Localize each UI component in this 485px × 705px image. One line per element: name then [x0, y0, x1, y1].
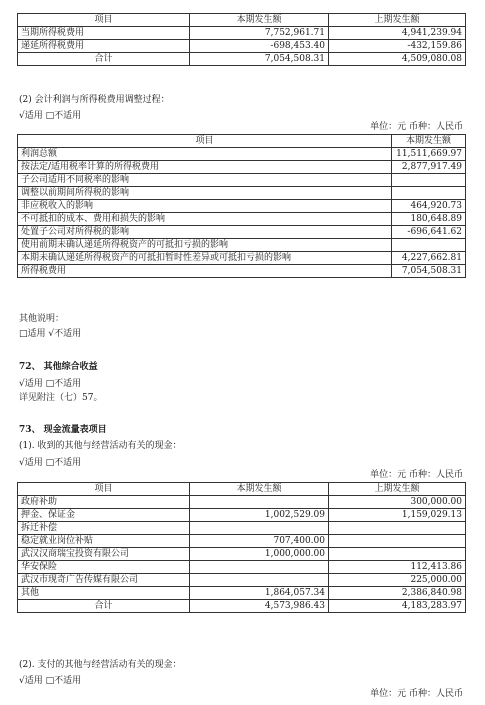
table-row [18, 53, 466, 66]
income-tax-expense-table [17, 13, 466, 66]
table-cell [329, 522, 466, 535]
table-cell [392, 239, 466, 252]
table-cell: 不可抵扣的成本、费用和损失的影响 [18, 213, 392, 226]
applicable-checkbox-line: □适用 √不适用 [19, 329, 82, 339]
table-cell: 其他 [18, 587, 190, 600]
table-cell: 押金、保证金 [18, 509, 190, 522]
table-cell: 7,054,508.31 [190, 53, 329, 66]
table-row [18, 40, 466, 53]
table-row [18, 509, 466, 522]
table-row [18, 252, 466, 265]
table-cell: 递延所得税费用 [18, 40, 190, 53]
table-row [18, 535, 466, 548]
applicable-checkbox-line: √适用 □不适用 [19, 379, 82, 389]
table-row [18, 187, 466, 200]
table-row [18, 226, 466, 239]
table-cell [190, 561, 329, 574]
table-cell: 112,413.86 [329, 561, 466, 574]
table-header: 上期发生额 [329, 483, 466, 496]
table-cell: 2,386,840.98 [329, 587, 466, 600]
subsection-heading: (2). 支付的其他与经营活动有关的现金： [19, 660, 182, 670]
table-cell: 子公司适用不同税率的影响 [18, 174, 392, 187]
table-row [18, 587, 466, 600]
table-cell: 所得税费用 [18, 265, 392, 278]
table-header: 项目 [18, 14, 190, 27]
table-cell: 本期未确认递延所得税资产的可抵扣暂时性差异或可抵扣亏损的影响 [18, 252, 392, 265]
table-cell: 1,002,529.09 [190, 509, 329, 522]
table-cell: 使用前期未确认递延所得税资产的可抵扣亏损的影响 [18, 239, 392, 252]
table-row [18, 600, 466, 613]
table-row [18, 174, 466, 187]
other-notes-label: 其他说明： [19, 314, 65, 324]
table-cell: 处置子公司对所得税的影响 [18, 226, 392, 239]
table-cell: 非应税收入的影响 [18, 200, 392, 213]
unit-label: 单位：元 币种：人民币 [370, 470, 463, 480]
table-cell [190, 574, 329, 587]
table-cell: 政府补助 [18, 496, 190, 509]
table-row [18, 200, 466, 213]
table-cell: 7,752,961.71 [190, 27, 329, 40]
applicable-checkbox-line: √适用 □不适用 [19, 458, 82, 468]
table-cell: 2,877,917.49 [392, 161, 466, 174]
table-cell: 4,183,283.97 [329, 600, 466, 613]
subsection-heading: (1). 收到的其他与经营活动有关的现金： [19, 441, 182, 451]
table-cell: 4,227,662.81 [392, 252, 466, 265]
table-row [18, 522, 466, 535]
table-cell: 1,000,000.00 [190, 548, 329, 561]
section-heading: 72、 其他综合收益 [19, 362, 98, 372]
table-cell: 11,511,669.97 [392, 148, 466, 161]
table-cell: -698,453.40 [190, 40, 329, 53]
table-cell: 4,509,080.08 [329, 53, 466, 66]
applicable-checkbox-line: √适用 □不适用 [19, 111, 82, 121]
table-cell: 4,573,986.43 [190, 600, 329, 613]
table-cell: 拆迁补偿 [18, 522, 190, 535]
applicable-checkbox-line: √适用 □不适用 [19, 676, 82, 686]
table-cell: 707,400.00 [190, 535, 329, 548]
unit-label: 单位：元 币种：人民币 [370, 689, 463, 699]
table-row [18, 265, 466, 278]
table-cell: 利润总额 [18, 148, 392, 161]
table-cell [190, 496, 329, 509]
table-header: 本期发生额 [190, 14, 329, 27]
table-row [18, 496, 466, 509]
table-cell: 稳定就业岗位补贴 [18, 535, 190, 548]
table-header: 上期发生额 [329, 14, 466, 27]
table-header: 本期发生额 [190, 483, 329, 496]
table-cell: 1,159,029.13 [329, 509, 466, 522]
table-cell: 合计 [18, 53, 190, 66]
table-header: 本期发生额 [392, 135, 466, 148]
table-row [18, 161, 466, 174]
table-cell: 按法定/适用税率计算的所得税费用 [18, 161, 392, 174]
table-cell: 武汉市现奇广告传媒有限公司 [18, 574, 190, 587]
table-cell [329, 548, 466, 561]
tax-reconciliation-table [17, 134, 466, 278]
table-cell: 华安保险 [18, 561, 190, 574]
note-text: 详见附注（七）57。 [19, 393, 103, 403]
table-cell: 1,864,057.34 [190, 587, 329, 600]
table-cell: -696,641.62 [392, 226, 466, 239]
table-row [18, 561, 466, 574]
section-heading: 73、 现金流量表项目 [19, 425, 107, 435]
table-row [18, 239, 466, 252]
unit-label: 单位：元 币种：人民币 [370, 122, 463, 132]
table-cell [190, 522, 329, 535]
table-cell: 225,000.00 [329, 574, 466, 587]
table-row [18, 148, 466, 161]
table-cell: 4,941,239.94 [329, 27, 466, 40]
table-cell: 7,054,508.31 [392, 265, 466, 278]
table-row [18, 27, 466, 40]
table-cell: 武汉汉商瑞宝投资有限公司 [18, 548, 190, 561]
table-cell: 当期所得税费用 [18, 27, 190, 40]
table-row [18, 574, 466, 587]
cash-received-table [17, 482, 466, 613]
table-cell: 调整以前期间所得税的影响 [18, 187, 392, 200]
table-cell: 464,920.73 [392, 200, 466, 213]
table-row [18, 548, 466, 561]
table-cell: 300,000.00 [329, 496, 466, 509]
table-cell: -432,159.86 [329, 40, 466, 53]
table-row [18, 213, 466, 226]
section-heading: (2) 会计利润与所得税费用调整过程： [19, 95, 170, 105]
table-header: 项目 [18, 483, 190, 496]
table-cell: 合计 [18, 600, 190, 613]
table-cell: 180,648.89 [392, 213, 466, 226]
table-cell [329, 535, 466, 548]
table-header: 项目 [18, 135, 392, 148]
table-cell [392, 174, 466, 187]
table-cell [392, 187, 466, 200]
